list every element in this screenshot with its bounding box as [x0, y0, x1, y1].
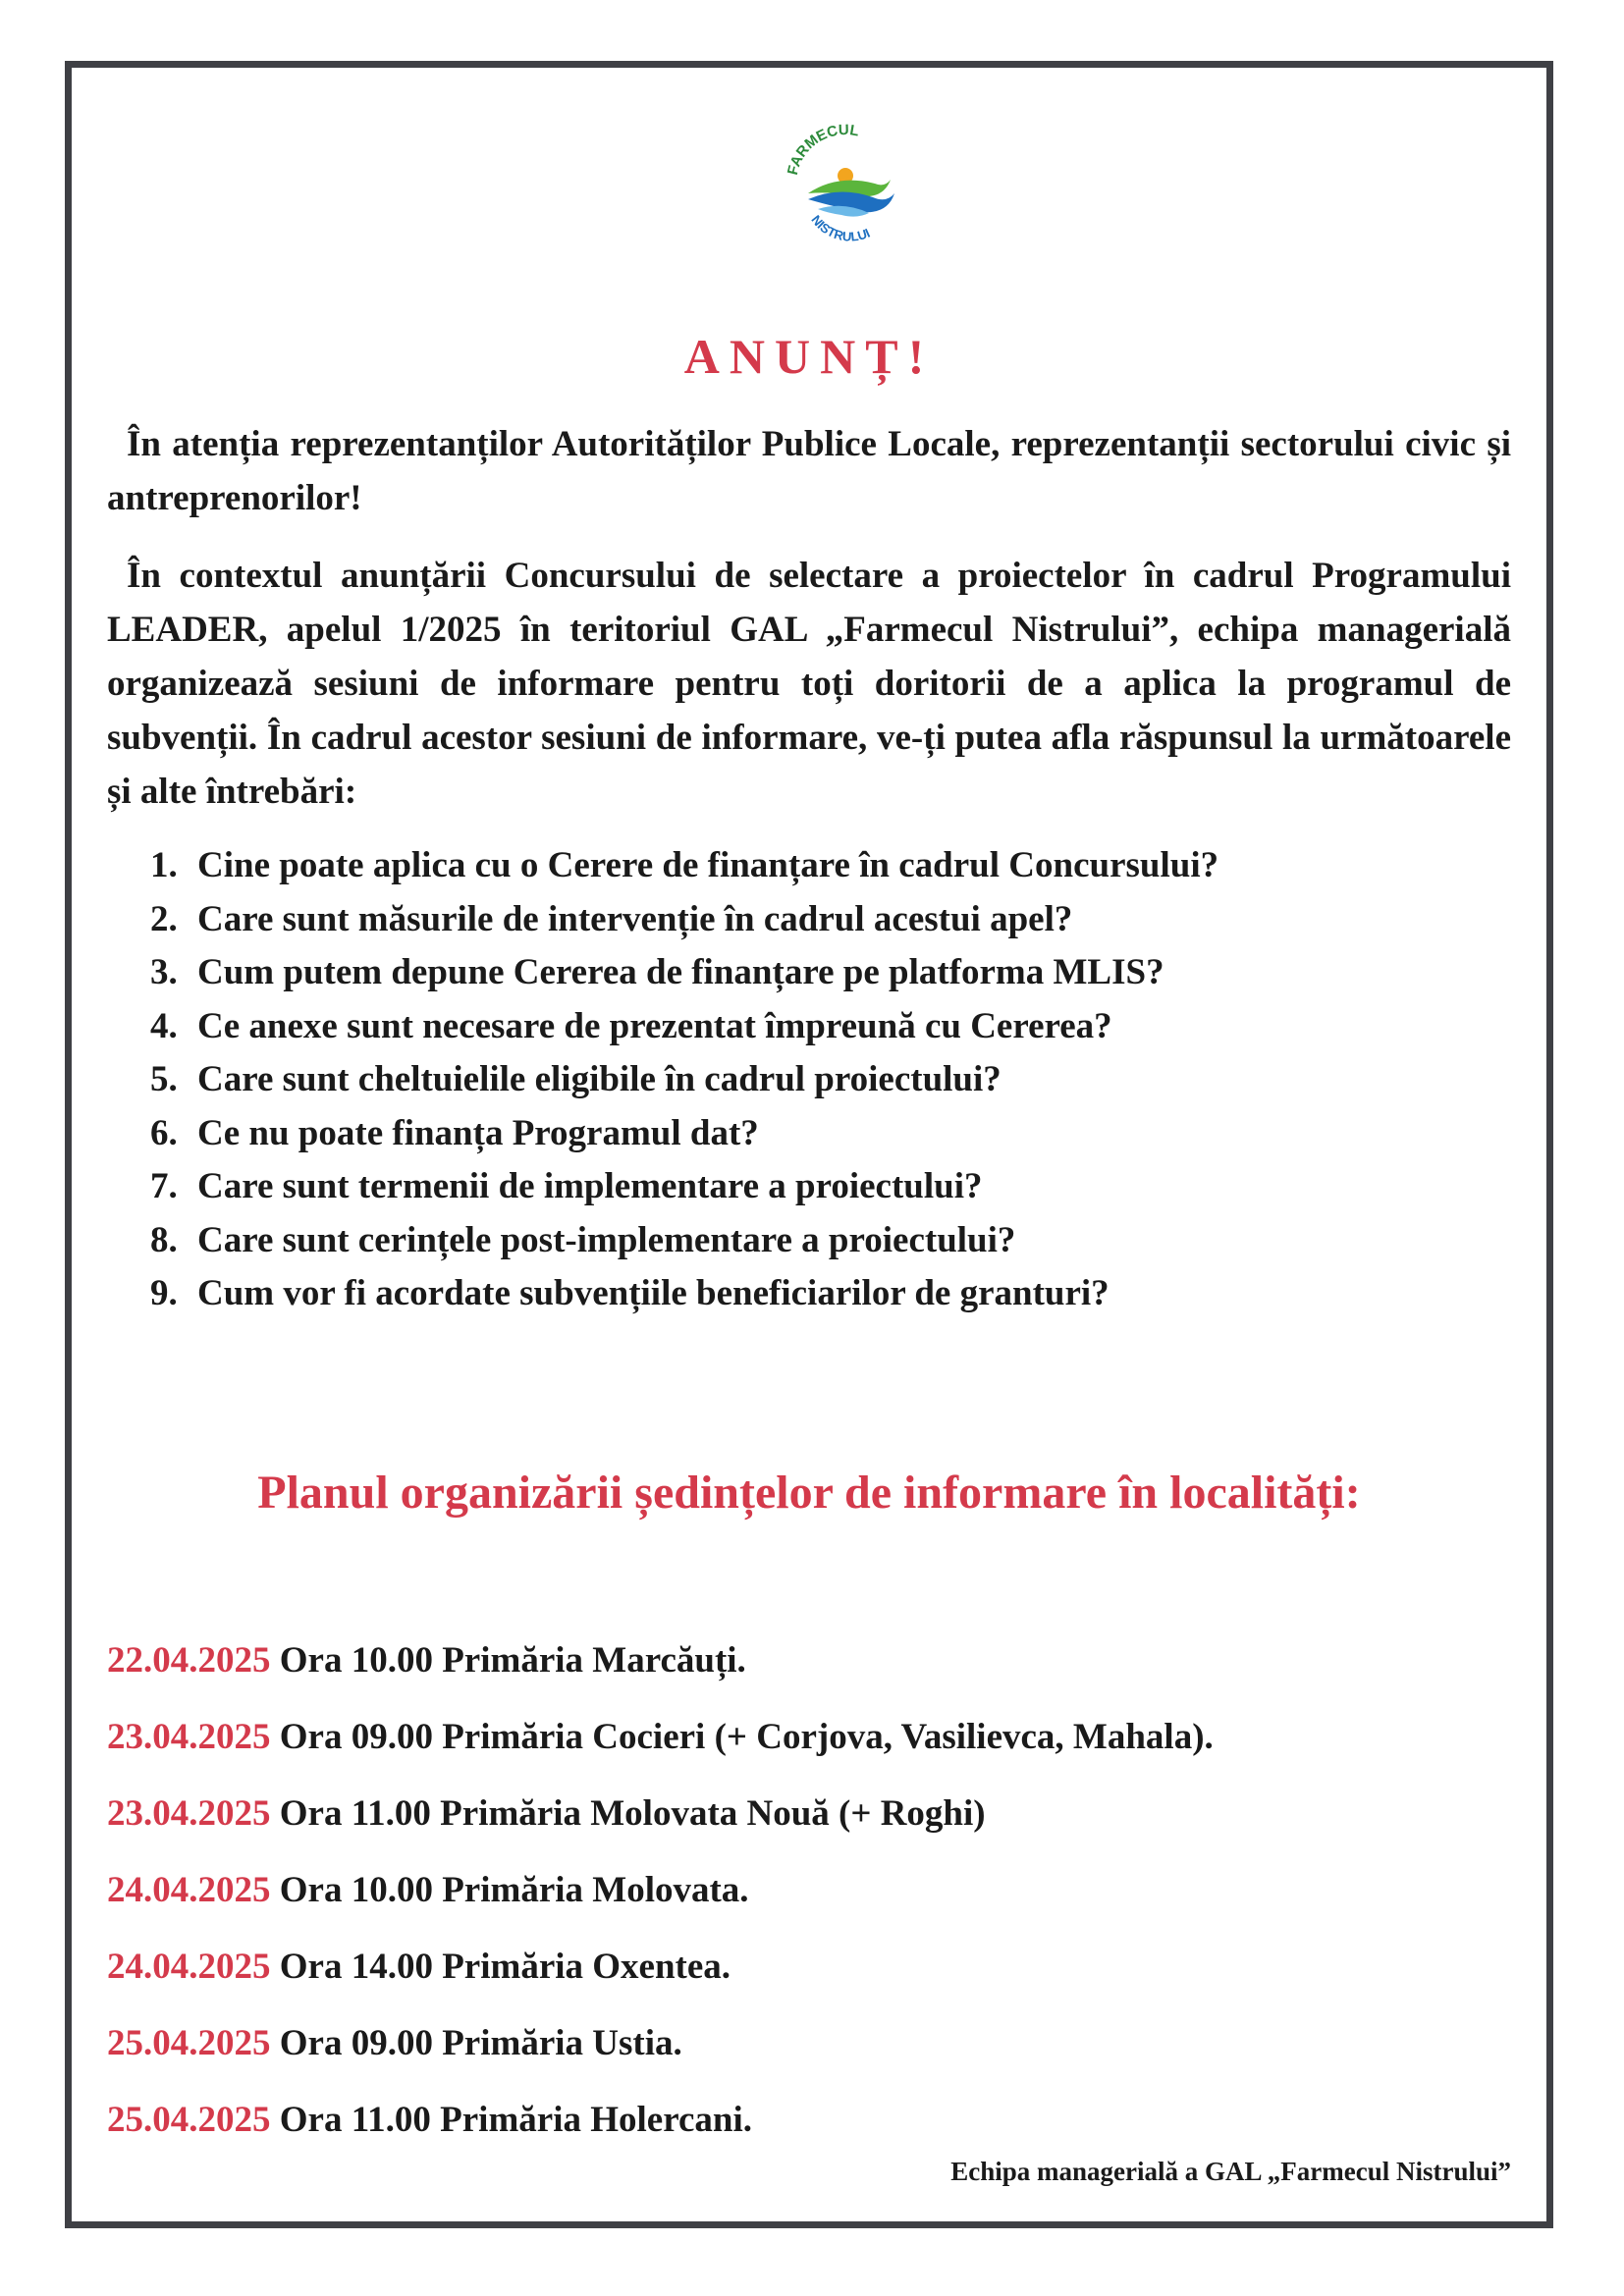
question-text: Ce anexe sunt necesare de prezentat împreună cu Cererea? [197, 1005, 1112, 1046]
schedule-row [107, 2005, 1511, 2082]
logo-text-top: FARMECUL [784, 121, 861, 177]
logo-text-bottom: NISTRULUI [808, 212, 873, 244]
schedule-row [107, 1929, 1511, 2005]
schedule-details: Ora 09.00 Primăria Ustia. [279, 2023, 682, 2063]
intro-text: În atenția reprezentanților Autorităților Publice Locale, reprezentanții sectorului civic și antreprenorilor! [107, 424, 1511, 518]
schedule-details: Ora 11.00 Primăria Molovata Nouă (+ Roghi) [279, 1793, 986, 1834]
schedule-details: Ora 09.00 Primăria Cocieri (+ Corjova, Vasilievca, Mahala). [279, 1717, 1214, 1757]
question-text: Care sunt cerințele post-implementare a proiectului? [197, 1219, 1016, 1260]
question-text: Ce nu poate finanța Programul dat? [197, 1112, 759, 1153]
context-text: În contextul anunțării Concursului de selectare a proiectelor în cadrul Programului LEADER, apelul 1/2025 în teritoriul GAL „Farmecul Nistrului”, echipa managerială organizează sesiuni de informare pentru toți doritorii de a aplica la programul de subvenții. În cadrul acestor sesiuni de informare, ve-ți putea afla răspunsul la următoarele și alte întrebări: [107, 556, 1511, 812]
list-item [150, 946, 1511, 1000]
list-item [150, 1000, 1511, 1054]
schedule-details: Ora 14.00 Primăria Oxentea. [279, 1947, 731, 1987]
question-text: Cine poate aplica cu o Cerere de finanțare în cadrul Concursului? [197, 845, 1219, 885]
schedule-row [107, 1776, 1511, 1852]
list-item [150, 1053, 1511, 1107]
announcement-title: ANUNȚ! [683, 329, 935, 384]
question-text: Care sunt măsurile de intervenție în cadrul acestui apel? [197, 898, 1073, 939]
schedule-list [107, 1623, 1511, 2159]
list-item [150, 893, 1511, 947]
schedule-date: 25.04.2025 [107, 2023, 271, 2063]
list-item [150, 1107, 1511, 1161]
schedule-date: 23.04.2025 [107, 1717, 271, 1757]
question-number: 5. [150, 1059, 178, 1099]
schedule-date: 24.04.2025 [107, 1947, 271, 1987]
question-text: Care sunt termenii de implementare a proiectului? [197, 1166, 983, 1206]
schedule-row [107, 2082, 1511, 2159]
question-number: 6. [150, 1112, 178, 1153]
question-number: 8. [150, 1219, 178, 1260]
schedule-details: Ora 11.00 Primăria Holercani. [279, 2100, 753, 2140]
question-text: Care sunt cheltuielile eligibile în cadrul proiectului? [197, 1059, 1001, 1099]
question-number: 3. [150, 952, 178, 992]
schedule-row [107, 1852, 1511, 1929]
list-item [150, 1214, 1511, 1268]
intro-paragraph [107, 417, 1511, 525]
schedule-date: 25.04.2025 [107, 2100, 271, 2140]
question-number: 9. [150, 1273, 178, 1313]
svg-text:NISTRULUI [808, 212, 872, 243]
schedule-details: Ora 10.00 Primăria Molovata. [279, 1870, 749, 1910]
schedule-date: 23.04.2025 [107, 1793, 271, 1834]
schedule-details: Ora 10.00 Primăria Marcăuți. [279, 1640, 746, 1681]
question-number: 2. [150, 898, 178, 939]
question-number: 7. [150, 1166, 178, 1206]
svg-text:FARMECUL [785, 122, 860, 177]
list-item [150, 1160, 1511, 1214]
farmecul-nistrului-logo [779, 119, 912, 252]
document-frame [65, 61, 1553, 2228]
list-item [150, 839, 1511, 893]
schedule-date: 24.04.2025 [107, 1870, 271, 1910]
context-paragraph [107, 549, 1511, 819]
document-content [107, 68, 1511, 2221]
question-number: 4. [150, 1005, 178, 1046]
question-number: 1. [150, 845, 178, 885]
schedule-row [107, 1699, 1511, 1776]
question-text: Cum putem depune Cererea de finanțare pe platforma MLIS? [197, 952, 1164, 992]
schedule-row [107, 1623, 1511, 1699]
questions-list [150, 839, 1511, 1321]
list-item [150, 1267, 1511, 1321]
schedule-heading: Planul organizării ședințelor de informare în localități: [257, 1467, 1361, 1519]
signature-footer: Echipa managerială a GAL „Farmecul Nistrului” [950, 2157, 1511, 2186]
question-text: Cum vor fi acordate subvențiile beneficiarilor de granturi? [197, 1273, 1110, 1313]
schedule-date: 22.04.2025 [107, 1640, 271, 1681]
